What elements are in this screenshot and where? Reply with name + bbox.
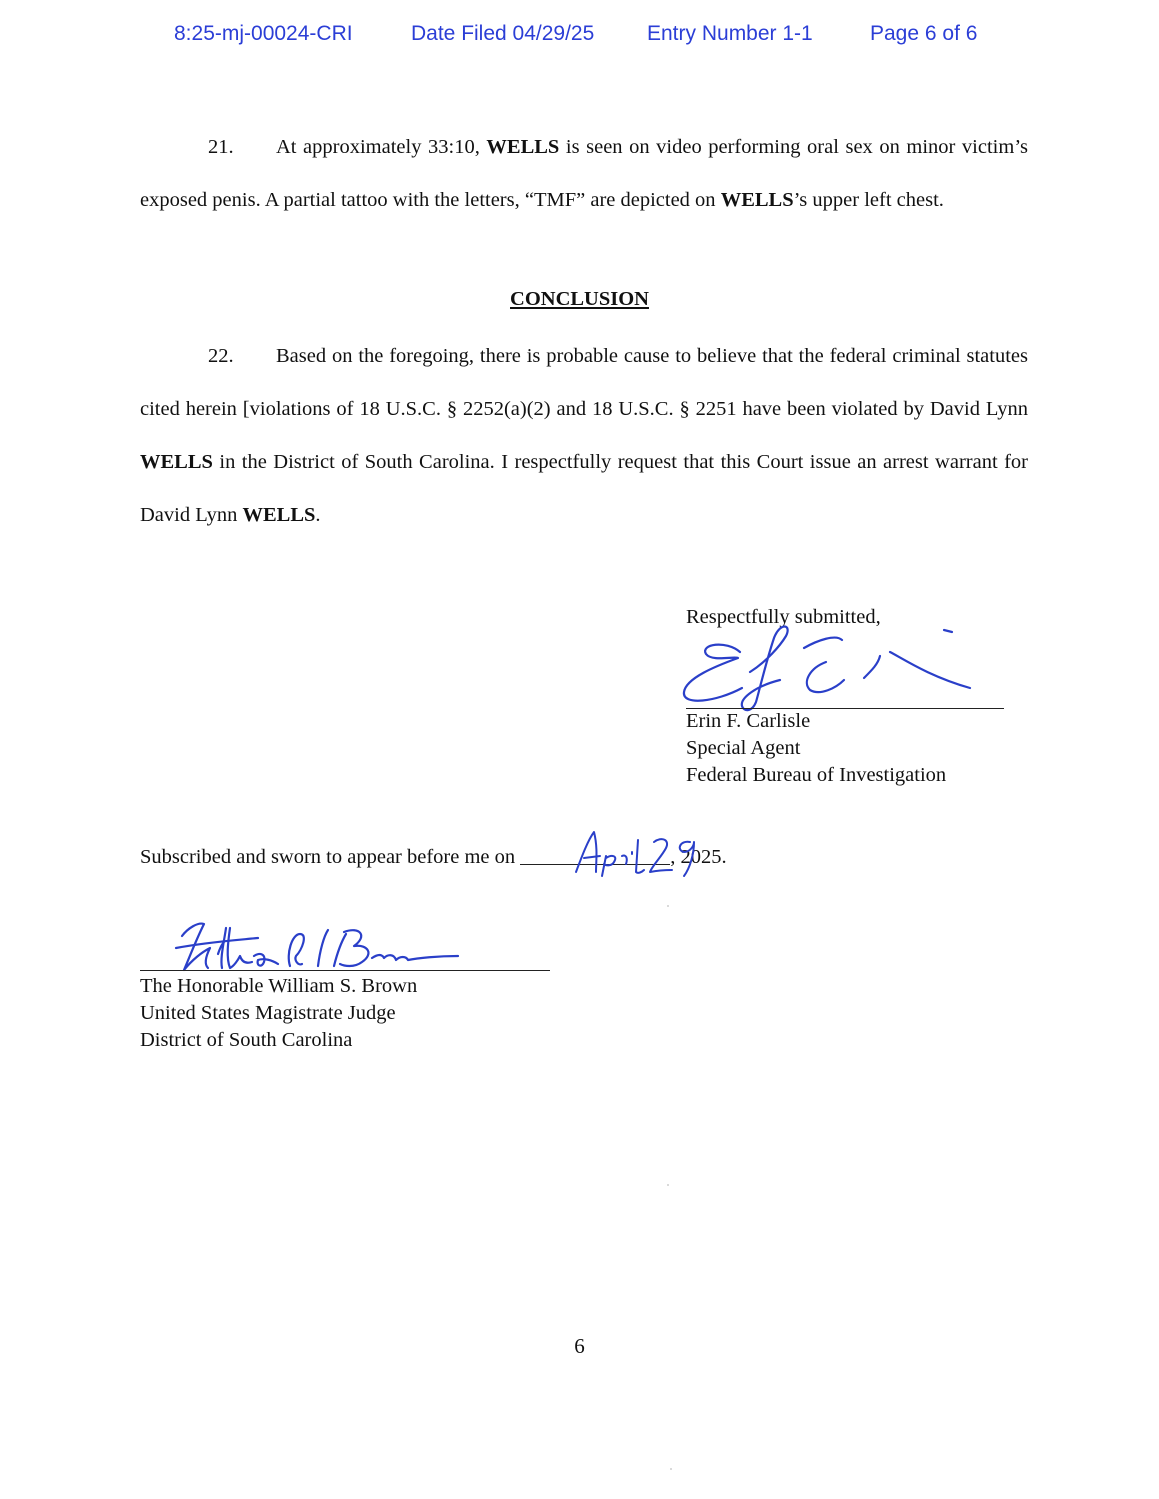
filing-header <box>0 22 1159 52</box>
judge-name: The Honorable William S. Brown <box>140 975 418 997</box>
affiant-signature <box>676 622 976 714</box>
judge-signature-line <box>140 970 550 971</box>
judge-signature <box>168 914 468 976</box>
judge-title: United States Magistrate Judge <box>140 1002 396 1024</box>
paragraph-22: 22. Based on the foregoing, there is probable cause to believe that the federal criminal statutes cited herein [violations of 18 U.S.C. § 2252(a)(2) and 18 U.S.C. § 2251 have been violated by David Lynn WELLS in the District of South Carolina. I respectfully request that this Court issue an arrest warrant for David Lynn WELLS. <box>140 345 1028 526</box>
scan-speck <box>667 905 669 907</box>
handwritten-date <box>572 826 712 878</box>
closing-text: Respectfully submitted, <box>686 606 881 628</box>
defendant-name: WELLS <box>140 451 213 473</box>
defendant-name: WELLS <box>242 504 316 526</box>
affiant-name: Erin F. Carlisle <box>686 710 811 732</box>
page-indicator: Page 6 of 6 <box>870 22 978 45</box>
scan-speck <box>670 1468 672 1470</box>
defendant-name: WELLS <box>720 189 794 211</box>
case-number: 8:25-mj-00024-CRI <box>174 22 353 45</box>
affiant-agency: Federal Bureau of Investigation <box>686 764 947 786</box>
judge-district: District of South Carolina <box>140 1029 353 1051</box>
scan-speck <box>667 1184 669 1186</box>
date-filed: Date Filed 04/29/25 <box>411 22 595 45</box>
affiant-signature-line <box>686 708 1004 709</box>
sworn-statement: Subscribed and sworn to appear before me on , 2025. <box>140 846 727 868</box>
conclusion-heading: CONCLUSION <box>510 288 649 310</box>
page-number: 6 <box>574 1334 585 1358</box>
paragraph-21: 21. At approximately 33:10, WELLS is seen on video performing oral sex on minor victim’s exposed penis. A partial tattoo with the letters, “TMF” are depicted on WELLS’s upper left chest. <box>140 136 1028 211</box>
defendant-name: WELLS <box>486 136 560 158</box>
entry-number: Entry Number 1-1 <box>647 22 813 45</box>
affiant-title: Special Agent <box>686 737 801 759</box>
